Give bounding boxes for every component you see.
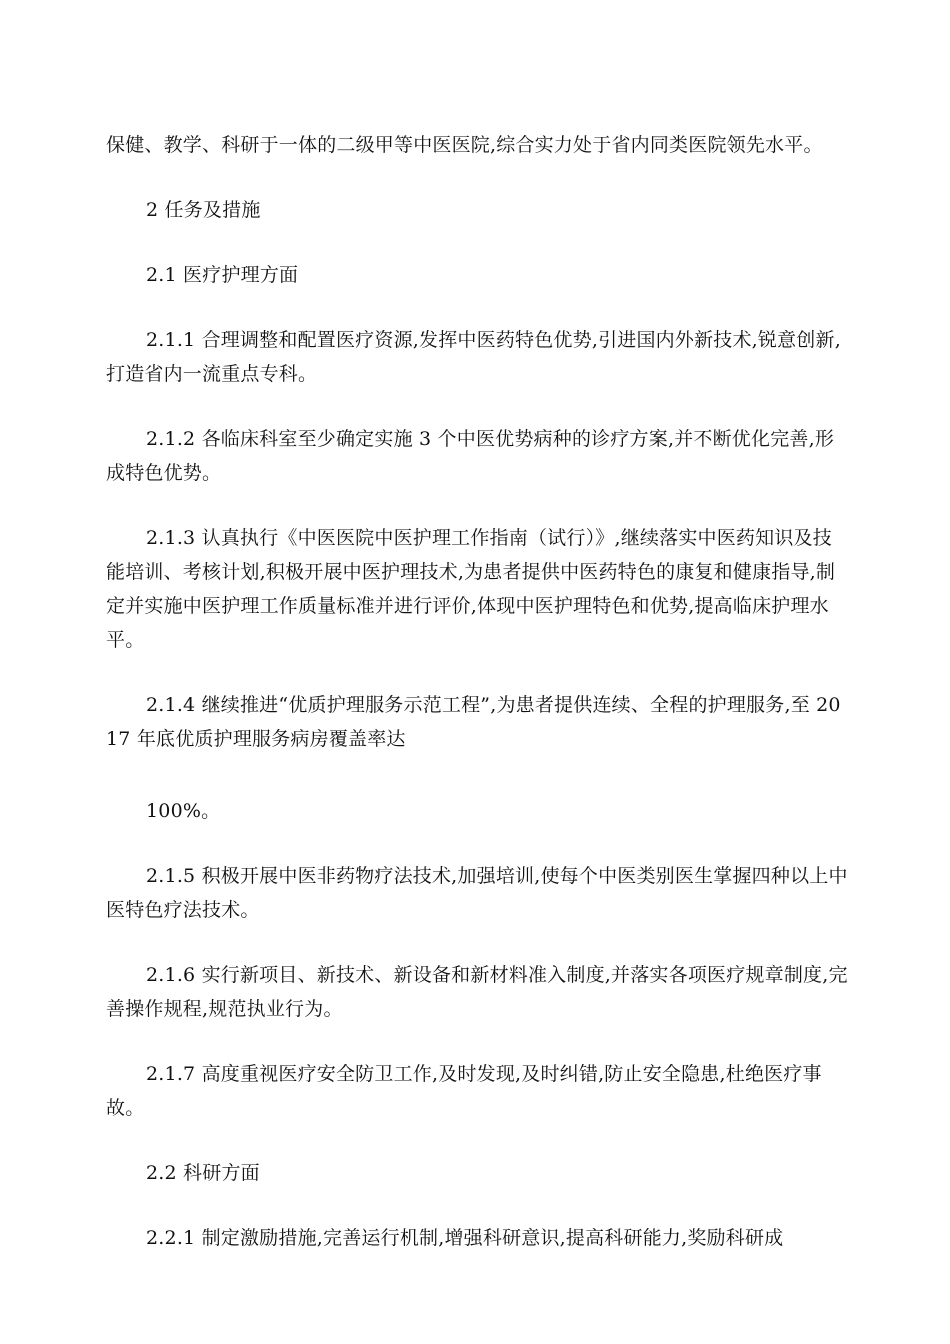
document-body <box>106 128 848 1255</box>
paragraph-intro-continuation: 保健、教学、科研于一体的二级甲等中医医院,综合实力处于省内同类医院领先水平。 <box>106 134 823 156</box>
section-heading-tasks: 2 任务及措施 <box>146 199 261 221</box>
paragraph-2-1-2: 2.1.2 各临床科室至少确定实施 3 个中医优势病种的诊疗方案,并不断优化完善,形成特色优势。 <box>106 428 835 484</box>
paragraph-2-1-6: 2.1.6 实行新项目、新技术、新设备和新材料准入制度,并落实各项医疗规章制度,完善操作规程,规范执业行为。 <box>106 964 848 1020</box>
subsection-heading-research: 2.2 科研方面 <box>146 1162 260 1184</box>
paragraph-2-1-7: 2.1.7 高度重视医疗安全防卫工作,及时发现,及时纠错,防止安全隐患,杜绝医疗事故。 <box>106 1063 822 1119</box>
paragraph-2-1-1: 2.1.1 合理调整和配置医疗资源,发挥中医药特色优势,引进国内外新技术,锐意创新,打造省内一流重点专科。 <box>106 329 841 385</box>
paragraph-2-1-3: 2.1.3 认真执行《中医医院中医护理工作指南（试行）》,继续落实中医药知识及技能培训、考核计划,积极开展中医护理技术,为患者提供中医药特色的康复和健康指导,制定并实施中医护理工作质量标准并进行评价,体现中医护理特色和优势,提高临床护理水平。 <box>106 527 836 651</box>
paragraph-2-1-5: 2.1.5 积极开展中医非药物疗法技术,加强培训,使每个中医类别医生掌握四种以上中医特色疗法技术。 <box>106 865 848 921</box>
subsection-heading-medical-care: 2.1 医疗护理方面 <box>146 264 299 286</box>
paragraph-2-2-1: 2.2.1 制定激励措施,完善运行机制,增强科研意识,提高科研能力,奖励科研成 <box>146 1227 784 1249</box>
paragraph-2-1-4-continuation: 100%。 <box>146 800 221 822</box>
paragraph-2-1-4: 2.1.4 继续推进“优质护理服务示范工程”,为患者提供连续、全程的护理服务,至 2017 年底优质护理服务病房覆盖率达 <box>106 694 841 750</box>
